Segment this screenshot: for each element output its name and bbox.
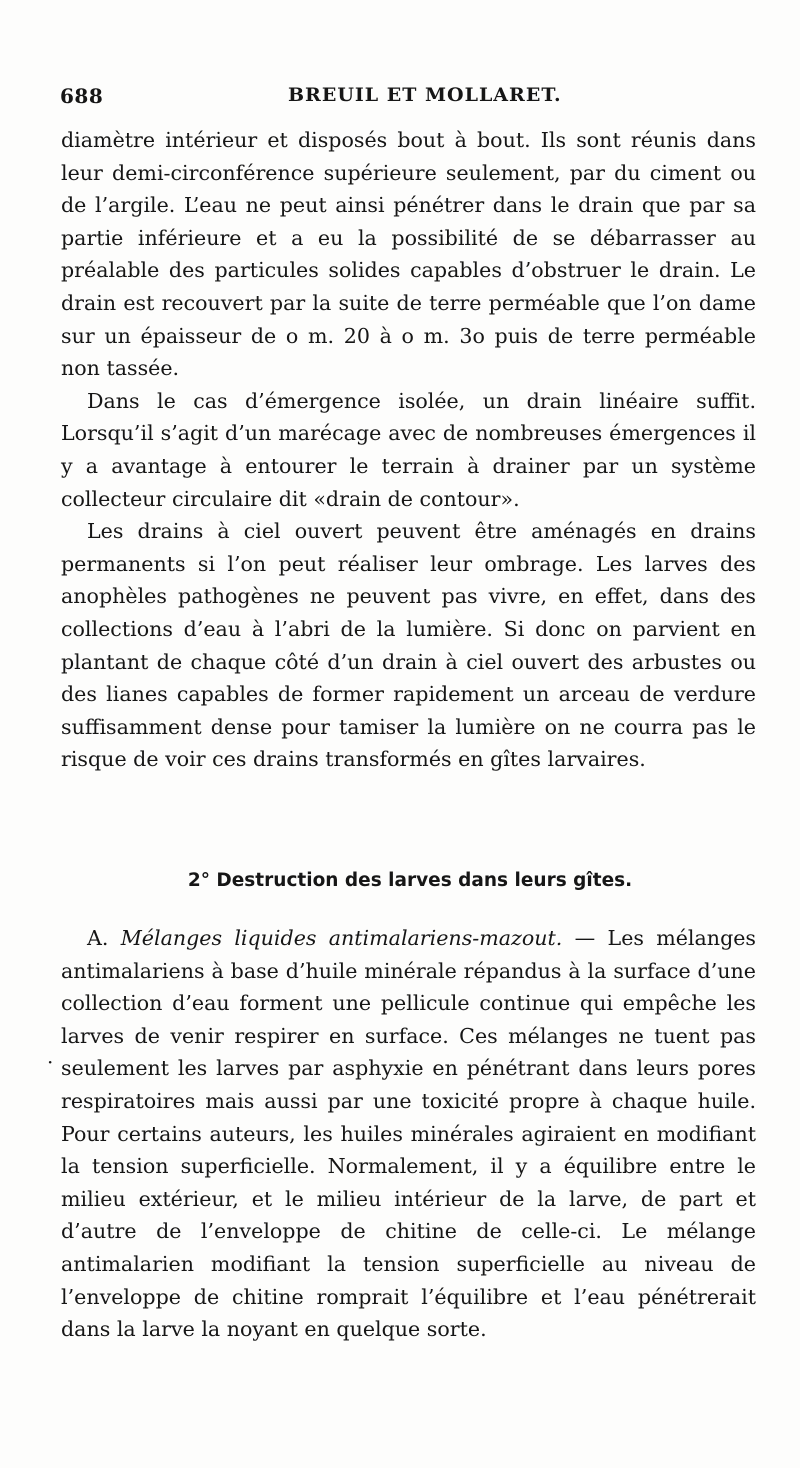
subsection-label: A. [87, 926, 109, 950]
subsection-title: Mélanges liquides antimalariens-mazout. [120, 926, 563, 950]
page-number: 688 [60, 84, 104, 108]
margin-mark: · [47, 1050, 54, 1074]
running-title: BREUIL ET MOLLARET. [288, 84, 562, 106]
paragraph-open-drains: Les drains à ciel ouvert peuvent être aménagés en drains permanents si l’on peut réaliser leur ombrage. Les larves des anophèles pathogènes ne peuvent pas vivre, en effet, dans des collections d’eau à l’abri de la lumière. Si donc on parvient en plantant de chaque côté d’un drain à ciel ouvert des arbustes ou des lianes capables de former rapidement un arceau de verdure suffisamment dense pour tamiser la lumière on ne courra pas le risque de voir ces drains transformés en gîtes larvaires. [61, 519, 756, 772]
em-dash: — [562, 926, 608, 950]
page-header [60, 84, 754, 114]
paragraph-drain-construction: diamètre intérieur et disposés bout à bout. Ils sont réunis dans leur demi-circonférence supérieure seulement, par du ciment ou de l’argile. L’eau ne peut ainsi pénétrer dans le drain que par sa partie inférieure et a eu la possibilité de se débarrasser au préalable des particules solides capables d’obstruer le drain. Le drain est recouvert par la suite de terre perméable que l’on dame sur un épaisseur de o m. 20 à o m. 3o puis de terre perméable non tassée. [61, 128, 756, 381]
paragraph-text: Les mélanges antimalariens à base d’huile minérale répandus à la surface d’une collection d’eau forment une pellicule continue qui empêche les larves de venir respirer en surface. Ces mélanges ne tuent pas seulement les larves par asphyxie en pénétrant dans leurs pores respiratoires mais aussi par une toxicité propre à chaque huile. Pour certains auteurs, les huiles minérales agiraient en modifiant la tension superficielle. Normalement, il y a équilibre entre le milieu extérieur, et le milieu intérieur de la larve, de part et d’autre de l’enveloppe de chitine de celle-ci. Le mélange antimalarien modifiant la tension superficielle au niveau de l’enveloppe de chitine romprait l’équilibre et l’eau pénétrerait dans la larve la noyant en quelque sorte. [61, 926, 757, 1342]
section-heading: 2° Destruction des larves dans leurs gîtes. [187, 870, 633, 891]
text-block-larvae [61, 922, 756, 1346]
text-block-drainage [61, 124, 756, 776]
paragraph-antimalarial-mixtures [61, 922, 756, 1346]
paragraph-drain-contour: Dans le cas d’émergence isolée, un drain linéaire suffit. Lorsqu’il s’agit d’un marécage avec de nombreuses émergences il y a avantage à entourer le terrain à drainer par un système collecteur circulaire dit «drain de contour». [61, 388, 756, 511]
